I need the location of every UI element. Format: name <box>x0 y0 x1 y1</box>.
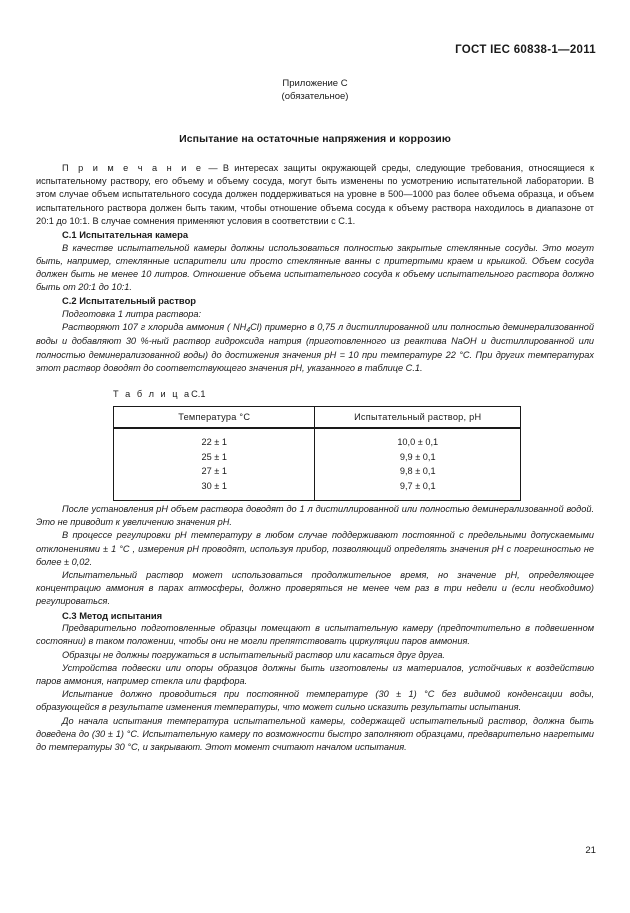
after-table-paragraph-3: Испытательный раствор может использоваться продолжительное время, но значение рН, определяющее концентрацию аммония в парах атмосферы, должно проверяться не менее чем раз в три недели и (если необходимо) регулироваться. <box>36 570 594 607</box>
page-title: Испытание на остаточные напряжения и коррозию <box>179 133 451 145</box>
section-heading-c2: С.2 Испытательный раствор <box>62 295 197 307</box>
section-c2-paragraph-2: Растворяют 107 г хлорида аммония ( $NH_4Cl$) примерно в 0,75 л дистиллированной или полностью деминерализованной воды и добавляют 30 %-ный раствор гидроксида натрия (приготовленного из реактива NaOH и дистиллированной или полностью деминерализованной воды) до достижения значения рН = 10 при температуре 22 °С. При других температурах этот раствор доводят до соответствующего значения рН, указанного в таблице С.1. <box>36 322 594 373</box>
section-c3-paragraph-5: До начала испытания температура испытательной камеры, содержащей испытательный раствор, должна быть доведена до (30 ± 1) °С. Испытательную камеру по возможности быстро заполняют образцами, предварительно нагретыми до температуры 30 °С, и закрывают. Этот момент считают началом испытания. <box>36 715 594 753</box>
section-c1-paragraph-1: В качестве испытательной камеры должны использоваться полностью закрытые стеклянные сосуды. Это могут быть, например, стеклянные испарители или просто стеклянные ванны с притертыми краем и крышкой. Объем сосуда должен быть не менее 10 литров. Отношение объема испытательного сосуда к объему испытательного раствора должно быть от 20:1 до 10:1. <box>36 242 594 293</box>
cell-ph: 9,9 ± 0,1 <box>315 450 521 465</box>
cell-ph: 9,8 ± 0,1 <box>315 464 521 479</box>
subscript-4: 4 <box>246 327 251 335</box>
cell-temperature: 22 ± 1 <box>114 428 315 450</box>
section-c3-paragraph-3: Устройства подвески или опоры образцов должны быть изготовлены из материалов, устойчивых к воздействию паров аммония, например стекла или фарфора. <box>36 662 594 687</box>
table-row <box>114 479 521 501</box>
table-body <box>114 428 521 501</box>
annex-title: Приложение С <box>282 78 348 89</box>
note-paragraph <box>36 162 594 228</box>
table-caption-label: Т а б л и ц а <box>113 389 192 399</box>
annex-subtitle: (обязательное) <box>281 90 349 102</box>
column-header-temperature: Температура °С <box>114 407 315 429</box>
table-row <box>114 464 521 479</box>
note-label: П р и м е ч а н и е <box>62 163 204 173</box>
after-table-paragraph-1: После установления рН объем раствора доводят до 1 л дистиллированной или полностью деминерализованной водой. Это не приводит к увеличению значения рН. <box>36 504 594 528</box>
after-table-paragraph-2: В процессе регулировки рН температуру в любом случае поддерживают постоянной с предельными допускаемыми отклонениями ± 1 °С , измерения рН проводят, используя прибор, позволяющий определять значения рН с погрешностью не более ± 0,02. <box>36 530 594 567</box>
cell-ph: 9,7 ± 0,1 <box>315 479 521 501</box>
column-header-ph: Испытательный раствор, рН <box>315 407 521 429</box>
cell-temperature: 27 ± 1 <box>114 464 315 479</box>
section-c2-paragraph-1: Подготовка 1 литра раствора: <box>62 309 202 320</box>
section-c3-paragraph-1: Предварительно подготовленные образцы помещают в испытательную камеру (предпочтительно в подвешенном состоянии) в таком положении, чтобы они не могли препятствовать циркуляции паров аммония. <box>36 623 594 647</box>
note-text: — В интересах защиты окружающей среды, следующие требования, относящиеся к испытательному раствору, его объему и объему сосуда, могут быть изменены по усмотрению испытательной лаборатории. В этом случае объем испытательного сосуда должен поддерживаться на уровне в 500—1000 раз более объема образца, и объем испытательного раствора должен быть таким, чтобы отношение объема сосуда к объему раствора находилось в диапазоне от 20:1 до 10:1. В случае сомнения применяют условия в соответствии с С.1. <box>36 163 594 226</box>
body-upper <box>36 162 594 375</box>
section-c3-paragraph-4: Испытание должно проводиться при постоянной температуре (30 ± 1) °С без видимой конденсации воды, образующейся в результате изменения температуры, что может сильно исказить результаты испытания. <box>36 689 594 713</box>
section-heading-c1: С.1 Испытательная камера <box>62 229 189 241</box>
table-caption-number: С.1 <box>191 389 206 399</box>
table-row <box>114 428 521 450</box>
standard-header: ГОСТ IEC 60838-1—2011 <box>455 44 596 56</box>
section-c3-paragraph-2: Образцы не должны погружаться в испытательный раствор или касаться друг друга. <box>62 649 445 660</box>
body-lower <box>36 503 594 754</box>
table-row <box>114 450 521 465</box>
cell-ph: 10,0 ± 0,1 <box>315 428 521 450</box>
section-heading-c3: С.3 Метод испытания <box>62 609 163 621</box>
cell-temperature: 25 ± 1 <box>114 450 315 465</box>
table-caption <box>113 389 205 399</box>
test-solution-table <box>113 406 521 501</box>
cell-temperature: 30 ± 1 <box>114 479 315 501</box>
table-header-row <box>114 407 521 429</box>
annex-heading <box>0 78 630 103</box>
table-head <box>114 407 521 429</box>
page-number: 21 <box>585 845 596 856</box>
